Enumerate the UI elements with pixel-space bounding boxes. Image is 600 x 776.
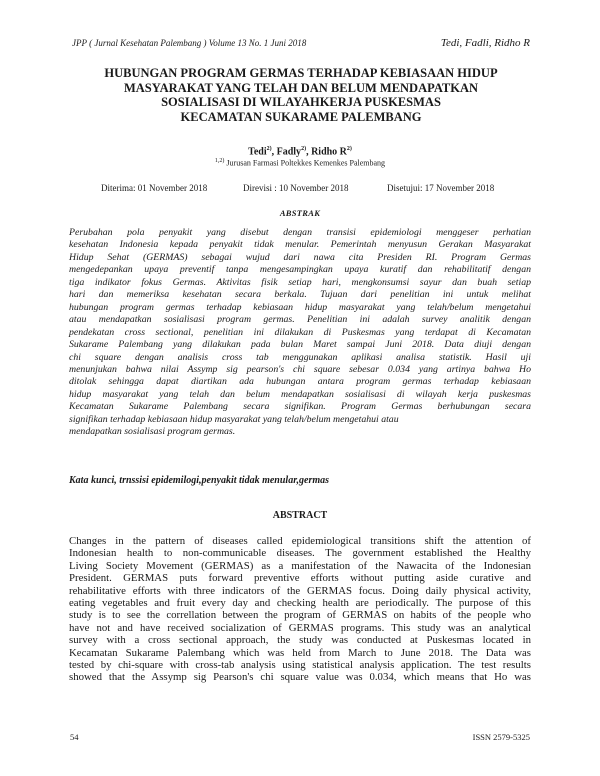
- abstrak-line: chi square dengan analisis cross tab menggunakan aplikasi analisa statistik. Hasil uji: [69, 351, 531, 363]
- abstrak-line: ditolak sehingga dapat diartikan ada hubungan antara program germas terhadap kebiasaan: [69, 376, 531, 388]
- author-affil-mark: 2): [301, 146, 307, 152]
- date-revised: Direvisi : 10 November 2018: [243, 183, 349, 193]
- title-line: HUBUNGAN PROGRAM GERMAS TERHADAP KEBIASAAN HIDUP: [104, 66, 498, 80]
- title-line: MASYARAKAT YANG TELAH DAN BELUM MENDAPATKAN: [123, 80, 479, 95]
- author-affil-mark: 2): [346, 146, 352, 152]
- abstract-heading: ABSTRACT: [272, 510, 328, 521]
- abstrak-line: atau mendapatkan sosialisasi program germas. Penelitian ini adalah survey analitik dengan: [69, 314, 531, 326]
- abstrak-line: signifikan terhadap kebiasaan hidup masyarakat yang telah/belum mengetahui atau: [69, 413, 399, 425]
- abstrak-line: hidup masyarakat yang telah dan belum mendapatkan sosialisasi di wilayah kerja puskesmas: [69, 388, 531, 400]
- abstrak-line: Perubahan pola penyakit yang disebut dengan transisi epidemiologi menggeser perhatian: [69, 227, 531, 238]
- abstrak-line: mendapatkan sosialisasi program germas.: [69, 426, 236, 438]
- abstrak-line: menunjukan bahwa nilai Assymp sig pearson's chi square sebesar 0.034 yang artinya bahwa Ho: [69, 363, 531, 375]
- abstract-line: tested by chi-square with cross-tab analysis using statistical analysis application. The test results: [69, 659, 531, 672]
- abstract-line: Indonesian health to non-communicable diseases. The government established the Healthy: [69, 547, 531, 560]
- abstrak-line: tiga indikator fokus Germas. Aktivitas fisik setiap hari, mengkonsumsi sayur dan buah setiap: [69, 276, 531, 288]
- abstract-body: [69, 535, 531, 684]
- title-line: KECAMATAN SUKARAME PALEMBANG: [180, 109, 422, 124]
- abstrak-line: pendekatan cross sectional, penelitian ini dilakukan di Puskesmas yang terdapat di Kecamatan: [69, 326, 531, 338]
- abstrak-body: [69, 227, 531, 439]
- abstract-line: study is to see the correllation between the program of GERMAS on habits of the people who: [69, 609, 531, 622]
- abstract-line: eating vegetables and fruit every day and checking health are periodically. The purpose of this: [69, 597, 531, 610]
- author-list: Tedi$^{2)}$, Fadly$^{2)}$, Ridho $R^{2)}$: [248, 146, 352, 158]
- author-name: Tedi: [248, 146, 267, 158]
- abstract-line: Kecamatan Sukarame Palembang which was held from March to June 2018. The Data was: [69, 646, 531, 659]
- date-accepted: Disetujui: 17 November 2018: [387, 183, 495, 193]
- affiliation: [0, 158, 600, 168]
- abstract-line: rehabilitative efforts with three indicators of the GERMAS focus. Doing daily physical activity,: [69, 584, 531, 597]
- title-line: SOSIALISASI DI WILAYAHKERJA PUSKESMAS: [161, 95, 441, 109]
- abstract-line: survey with a cross sectional approach, the study was conducted at Puskesmas located in: [69, 634, 531, 647]
- keywords: Kata kunci, trnssisi epidemilogi,penyakit tidak menular,germas: [69, 475, 330, 486]
- running-authors: Tedi, Fadli, Ridho R: [440, 37, 530, 49]
- abstract-line: have not and have received socialization of GERMAS programs. This study was an analytical: [69, 621, 531, 634]
- article-title: [66, 66, 536, 124]
- page-number: 54: [70, 732, 79, 742]
- abstrak-line: mengedepankan upaya preventif tanpa mengesampingkan upaya kuratif dan rehabilitatif dengan: [69, 264, 531, 276]
- abstrak-line: kesehatan Indonesia kepada penyakit tidak menular. Pemerintah menyusun Gerakan Masyarakat: [69, 239, 531, 251]
- journal-header: JPP ( Jurnal Kesehatan Palembang ) Volume 13 No. 1 Juni 2018: [72, 38, 307, 48]
- author-affil-mark: 2): [266, 146, 272, 152]
- abstrak-line: hubungan program germas terhadap kebiasaan hidup masyarakat yang telah/belum mengetahui: [69, 301, 531, 313]
- abstrak-line: Sukarame Palembang yang dilakukan pada bulan Maret sampai Juni 2018. Data diuji dengan: [69, 339, 531, 351]
- author-name: Ridho R: [311, 146, 347, 158]
- abstrak-line: hari dan memeriksa kesehatan secara berkala. Tujuan dari penelitian ini untuk melihat: [69, 289, 531, 301]
- abstrak-line: Hidup Sehat (GERMAS) sebagai wujud dari nawa cita Presiden RI. Program Germas: [69, 251, 531, 263]
- abstract-line: Living Society Movement (GERMAS) as a manifestation of the Nawacita of the Indonesian: [69, 559, 531, 572]
- abstract-line: showed that the Assymp sig Pearson's chi square value was 0.034, which means that Ho was: [69, 671, 531, 684]
- affiliation-text: Jurusan Farmasi Poltekkes Kemenkes Palembang: [226, 158, 386, 168]
- abstract-line: Changes in the pattern of diseases called epidemiological transitions shift the attention of: [69, 535, 531, 547]
- issn: ISSN 2579-5325: [472, 732, 530, 742]
- author-name: Fadly: [276, 146, 302, 158]
- abstract-line: President. GERMAS puts forward preventive efforts without putting aside curative and: [69, 572, 531, 585]
- abstrak-line: Kecamatan Sukarame Palembang secara signifikan. Program Germas berhubungan secara: [69, 401, 531, 413]
- affiliation-mark: 1,2): [214, 158, 225, 164]
- abstrak-heading: ABSTRAK: [279, 208, 321, 218]
- date-received: Diterima: 01 November 2018: [101, 183, 208, 193]
